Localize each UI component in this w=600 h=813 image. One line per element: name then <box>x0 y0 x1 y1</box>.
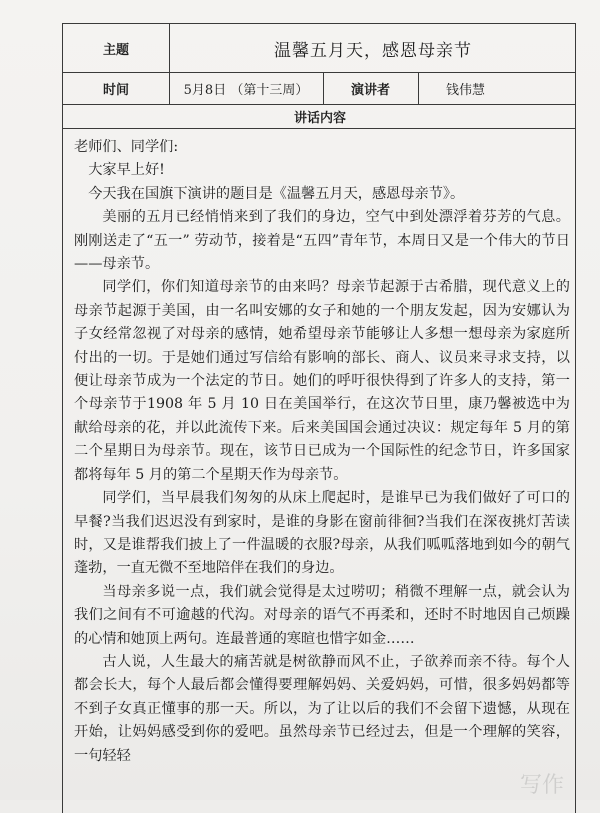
speech-paragraph: 同学们，你们知道母亲节的由来吗？母亲节起源于古希腊，现代意义上的母亲节起源于美国，由一名叫安娜的女子和她的一个朋友发起，因为安娜认为子女经常忽视了对母亲的感情，她希望母亲节能够让人多想一想母亲为家庭所付出的一切。于是她们通过写信给有影响的部长、商人、议员来寻求支持，以便让母亲节成为一个法定的节日。她们的呼吁很快得到了许多人的支持，第一个母亲节于1908 年 5 月 10 日在美国举行，在这次节日里，康乃馨被选中为献给母亲的花，并以此流传下来。后来美国国会通过决议：规定每年 5 月的第二个星期日为母亲节。现在，该节日已成为一个国际性的纪念节日，许多国家都将每年 5 月的第二个星期天作为母亲节。 <box>74 279 570 483</box>
speech-body <box>74 136 570 768</box>
row-divider <box>63 128 575 129</box>
speech-paragraph: 当母亲多说一点，我们就会觉得是太过唠叨；稍微不理解一点，就会认为我们之间有不可逾越的代沟。对母亲的语气不再柔和，还时不时地因自己烦躁的心情和她顶上两句。连最普通的寒暄也惜字如金…… <box>74 583 570 647</box>
watermark: 写作 <box>520 773 565 798</box>
time-value: 5月8日 （第十三周） <box>183 82 309 98</box>
speaker-value: 钱伟慧 <box>446 82 486 98</box>
time-label: 时间 <box>102 82 129 98</box>
topic-label: 主题 <box>102 42 129 58</box>
greeting-paragraph: 老师们、同学们: <box>74 139 179 155</box>
content-header: 讲话内容 <box>293 110 346 126</box>
speaker-label: 演讲者 <box>350 82 390 98</box>
speech-paragraph: 同学们，当早晨我们匆匆的从床上爬起时，是谁早已为我们做好了可口的早餐?当我们迟迟没有到家时，是谁的身影在窗前徘徊?当我们在深夜挑灯苦读时，又是谁帮我们披上了一件温暖的衣服?母亲，从我们呱呱落地到如今的朝气蓬勃，一直无微不至地陪伴在我们的身边。 <box>74 490 570 577</box>
speech-paragraph: 古人说，人生最大的痛苦就是树欲静而风不止，子欲养而亲不待。每个人都会长大，每个人最后都会懂得要理解妈妈、关爱妈妈，可惜，很多妈妈都等不到子女真正懂事的那一天。所以，为了让以后的我们不会留下遗憾，从现在开始，让妈妈感受到你的爱吧。虽然母亲节已经过去，但是一个理解的笑容，一句轻轻 <box>74 653 570 764</box>
topic-value: 温馨五月天，感恩母亲节 <box>274 40 472 61</box>
speech-paragraph: 大家早上好! <box>88 162 165 179</box>
speech-paragraph: 今天我在国旗下演讲的题目是《温馨五月天，感恩母亲节》。 <box>88 185 465 202</box>
speech-paragraph: 美丽的五月已经悄悄来到了我们的身边，空气中到处漂浮着芬芳的气息。刚刚送走了“五一” 劳动节，接着是“五四”青年节，本周日又是一个伟大的节日——母亲节。 <box>74 209 570 273</box>
